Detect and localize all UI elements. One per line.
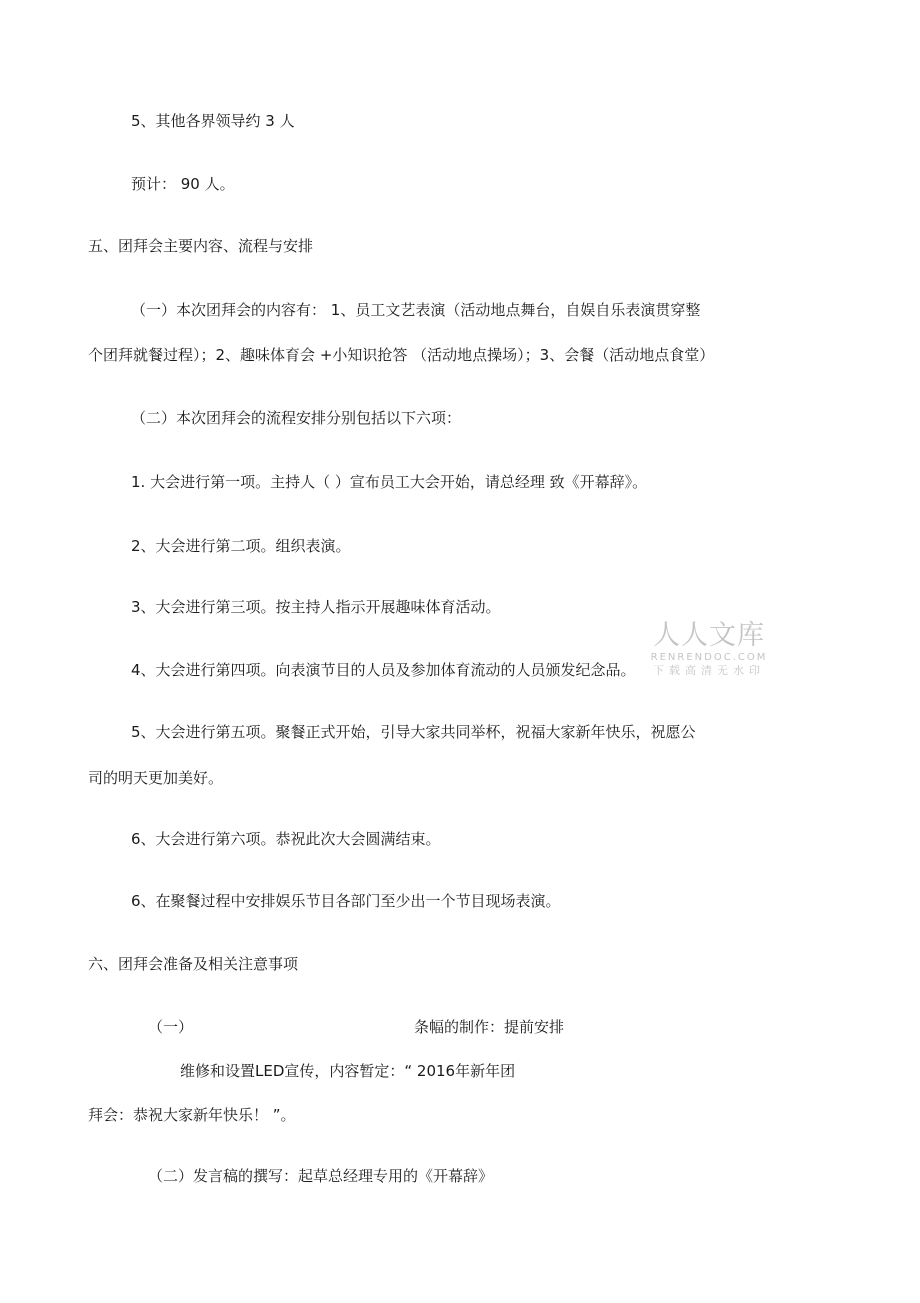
watermark-title: 人人文库 (653, 620, 765, 651)
watermark-subtitle: 下载高清无水印 (653, 664, 765, 677)
prep-item-1-title: 条幅的制作：提前安排 (414, 1018, 565, 1036)
paragraph-content-line-1: （一）本次团拜会的内容有： 1、员工文艺表演（活动地点舞台，自娱自乐表演贯穿整 (131, 301, 701, 319)
watermark-url: RENRENDOC.COM (650, 652, 768, 663)
paragraph-process-intro: （二）本次团拜会的流程安排分别包括以下六项： (131, 409, 462, 427)
section-heading-5: 五、团拜会主要内容、流程与安排 (88, 237, 314, 255)
process-step-extra: 6、在聚餐过程中安排娱乐节目各部门至少出一个节目现场表演。 (131, 892, 561, 910)
prep-item-1-line-2: 维修和设置LED宣传，内容暂定：“ 2016年新年团 (180, 1062, 516, 1080)
prep-item-1-line-3: 拜会：恭祝大家新年快乐！ ”。 (88, 1106, 296, 1124)
section-heading-6: 六、团拜会准备及相关注意事项 (88, 955, 299, 973)
process-step-3: 3、大会进行第三项。按主持人指示开展趣味体育活动。 (131, 598, 501, 616)
process-step-1: 1. 大会进行第一项。主持人（ ）宣布员工大会开始，请总经理 致《开幕辞》。 (131, 473, 648, 491)
process-step-5-line-2: 司的明天更加美好。 (88, 769, 224, 787)
watermark-logo (644, 620, 774, 678)
prep-item-1-marker: （一） (148, 1018, 194, 1036)
process-step-5-line-1: 5、大会进行第五项。聚餐正式开始，引导大家共同举杯，祝福大家新年快乐，祝愿公 (131, 723, 696, 741)
process-step-2: 2、大会进行第二项。组织表演。 (131, 537, 351, 555)
list-item-other-leaders: 5、其他各界领导约 3 人 (131, 112, 295, 130)
process-step-4: 4、大会进行第四项。向表演节目的人员及参加体育流动的人员颁发纪念品。 (131, 661, 636, 679)
prep-item-2: （二）发言稿的撰写：起草总经理专用的《开幕辞》 (148, 1167, 494, 1185)
process-step-6: 6、大会进行第六项。恭祝此次大会圆满结束。 (131, 830, 441, 848)
attendee-total: 预计： 90 人。 (131, 175, 235, 193)
paragraph-content-line-2: 个团拜就餐过程）；2、趣味体育会 +小知识抢答 （活动地点操场）；3、会餐（活动地点食堂） (88, 346, 715, 364)
